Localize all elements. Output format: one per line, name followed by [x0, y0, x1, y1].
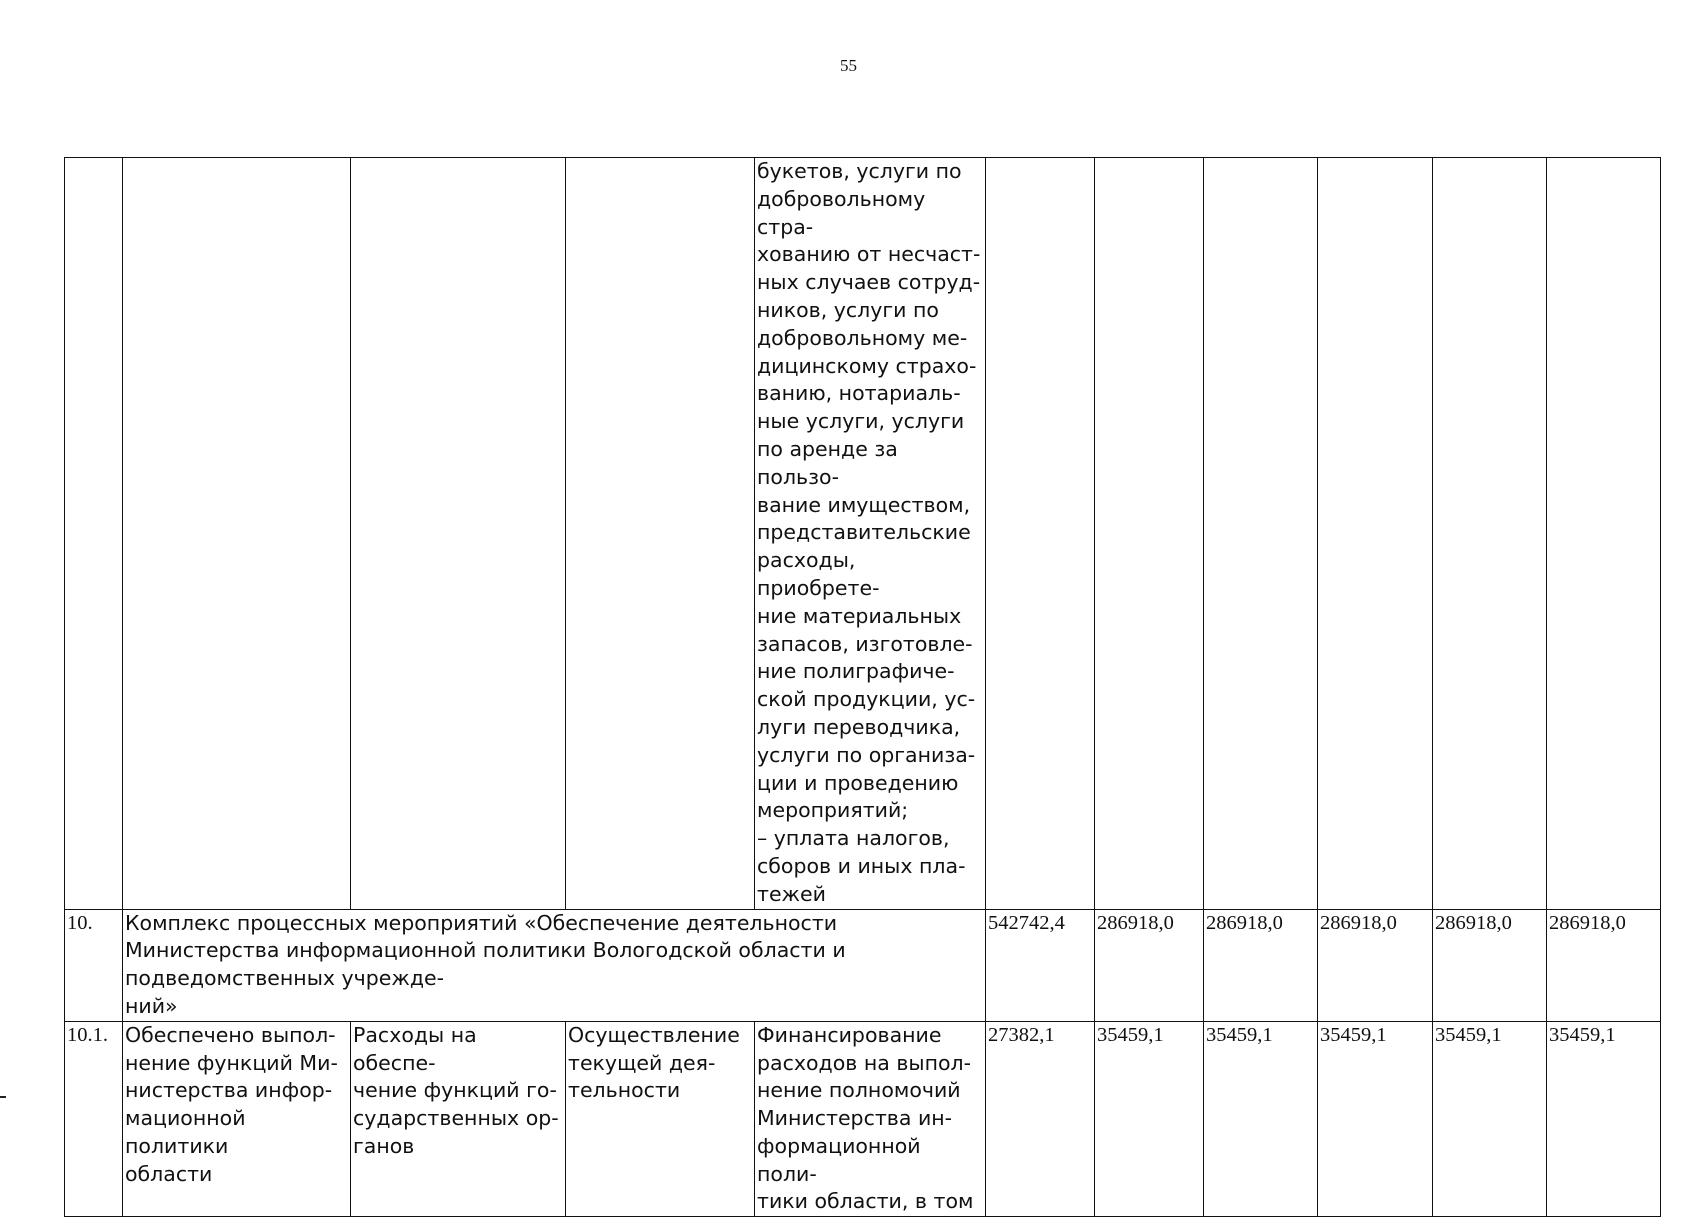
program-table: [64, 157, 1661, 1217]
cell-number: [65, 158, 123, 910]
cell-expense-type: [351, 158, 566, 910]
cell-value-3: 286918,0: [1204, 909, 1318, 1021]
table-row-continuation: [65, 158, 1661, 910]
cell-value-3: 35459,1: [1204, 1021, 1318, 1217]
cell-value-4: 286918,0: [1318, 909, 1433, 1021]
page-number: 55: [840, 56, 857, 75]
cell-number: 10.: [65, 909, 123, 1021]
table-row-10: [65, 909, 1661, 1021]
cell-value-6: 286918,0: [1547, 909, 1661, 1021]
cell-value-1: 542742,4: [986, 909, 1095, 1021]
cell-value-2: 35459,1: [1095, 1021, 1204, 1217]
cell-value-4: 35459,1: [1318, 1021, 1433, 1217]
cell-value-1: [986, 158, 1095, 910]
cell-value-6: [1547, 158, 1661, 910]
cell-value-5: 286918,0: [1433, 909, 1547, 1021]
table-row-10-1: [65, 1021, 1661, 1217]
cell-value-3: [1204, 158, 1318, 910]
cell-result-name: [123, 158, 351, 910]
cell-value-5: [1433, 158, 1547, 910]
cell-result-name: Обеспечено выпол- нение функций Ми- нистерства инфор- мационной политики области: [123, 1021, 351, 1217]
cell-number: 10.1.: [65, 1021, 123, 1217]
cell-description: букетов, услуги по добровольному стра- хованию от несчаст- ных случаев сотруд- ников, услуги по добровольному ме- дицинскому страхо- ванию, нотариаль- ные услуги, услуги по аренде за пользо- вание имуществом, представительские расходы, приобрете- ние материальных запасов, изготовле- ние полиграфиче- ской продукции, ус- луги переводчика, услуги по организа- ции и проведению мероприятий; – уплата налогов, сборов и иных пла- тежей: [755, 158, 986, 910]
cell-description: Финансирование расходов на выпол- нение полномочий Министерства ин- формационной поли- тики области, в том: [755, 1021, 986, 1217]
cell-value-4: [1318, 158, 1433, 910]
cell-complex-title: Комплекс процессных мероприятий «Обеспечение деятельности Министерства информационной политики Вологодской области и подведомственных учрежде- ний»: [123, 909, 986, 1021]
cell-expense-type: Расходы на обеспе- чение функций го- сударственных ор- ганов: [351, 1021, 566, 1217]
cell-value-2: [1095, 158, 1204, 910]
cell-activity-kind: [566, 158, 755, 910]
cell-activity-kind: Осуществление текущей дея- тельности: [566, 1021, 755, 1217]
cell-value-6: 35459,1: [1547, 1021, 1661, 1217]
cell-value-1: 27382,1: [986, 1021, 1095, 1217]
scan-edge-mark: [0, 1096, 6, 1098]
cell-value-5: 35459,1: [1433, 1021, 1547, 1217]
cell-value-2: 286918,0: [1095, 909, 1204, 1021]
